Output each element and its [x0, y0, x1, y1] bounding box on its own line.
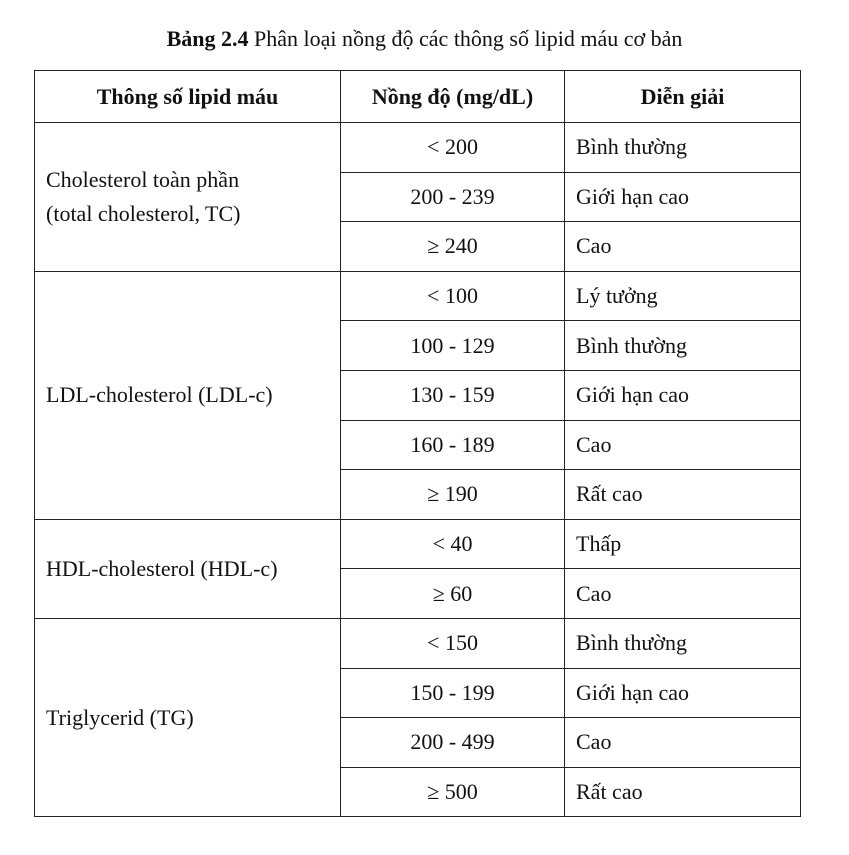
- table-caption: [0, 24, 849, 54]
- concentration-cell: ≥ 190: [341, 470, 565, 520]
- table-row: [35, 123, 801, 173]
- interpretation-cell: Cao: [565, 420, 801, 470]
- concentration-cell: 200 - 239: [341, 172, 565, 222]
- interpretation-cell: Cao: [565, 718, 801, 768]
- header-interpretation: Diễn giải: [565, 71, 801, 123]
- table-row: [35, 618, 801, 668]
- interpretation-cell: Cao: [565, 222, 801, 272]
- concentration-cell: 160 - 189: [341, 420, 565, 470]
- parameter-hdl-cholesterol: HDL-cholesterol (HDL-c): [35, 519, 341, 618]
- parameter-total-cholesterol: [35, 123, 341, 272]
- header-row: [35, 71, 801, 123]
- concentration-cell: < 40: [341, 519, 565, 569]
- concentration-cell: 100 - 129: [341, 321, 565, 371]
- concentration-cell: ≥ 60: [341, 569, 565, 619]
- parameter-name: Cholesterol toàn phần: [46, 166, 240, 192]
- table-row: [35, 519, 801, 569]
- interpretation-cell: Giới hạn cao: [565, 668, 801, 718]
- table-row: [35, 271, 801, 321]
- concentration-cell: 150 - 199: [341, 668, 565, 718]
- caption-label: Bảng 2.4: [166, 26, 249, 51]
- concentration-cell: < 100: [341, 271, 565, 321]
- concentration-cell: < 150: [341, 618, 565, 668]
- concentration-cell: 200 - 499: [341, 718, 565, 768]
- interpretation-cell: Giới hạn cao: [565, 172, 801, 222]
- interpretation-cell: Lý tưởng: [565, 271, 801, 321]
- concentration-cell: ≥ 500: [341, 767, 565, 817]
- header-concentration: Nồng độ (mg/dL): [341, 71, 565, 123]
- caption-title: Phân loại nồng độ các thông số lipid máu cơ bản: [248, 26, 683, 51]
- interpretation-cell: Cao: [565, 569, 801, 619]
- interpretation-cell: Rất cao: [565, 767, 801, 817]
- parameter-ldl-cholesterol: LDL-cholesterol (LDL-c): [35, 271, 341, 519]
- header-parameter: Thông số lipid máu: [35, 71, 341, 123]
- interpretation-cell: Bình thường: [565, 321, 801, 371]
- concentration-cell: < 200: [341, 123, 565, 173]
- interpretation-cell: Giới hạn cao: [565, 370, 801, 420]
- concentration-cell: ≥ 240: [341, 222, 565, 272]
- interpretation-cell: Rất cao: [565, 470, 801, 520]
- parameter-triglycerid: Triglycerid (TG): [35, 618, 341, 816]
- lipid-classification-table: [34, 70, 801, 817]
- interpretation-cell: Bình thường: [565, 123, 801, 173]
- interpretation-cell: Bình thường: [565, 618, 801, 668]
- concentration-cell: 130 - 159: [341, 370, 565, 420]
- interpretation-cell: Thấp: [565, 519, 801, 569]
- parameter-name-line2: (total cholesterol, TC): [46, 200, 241, 226]
